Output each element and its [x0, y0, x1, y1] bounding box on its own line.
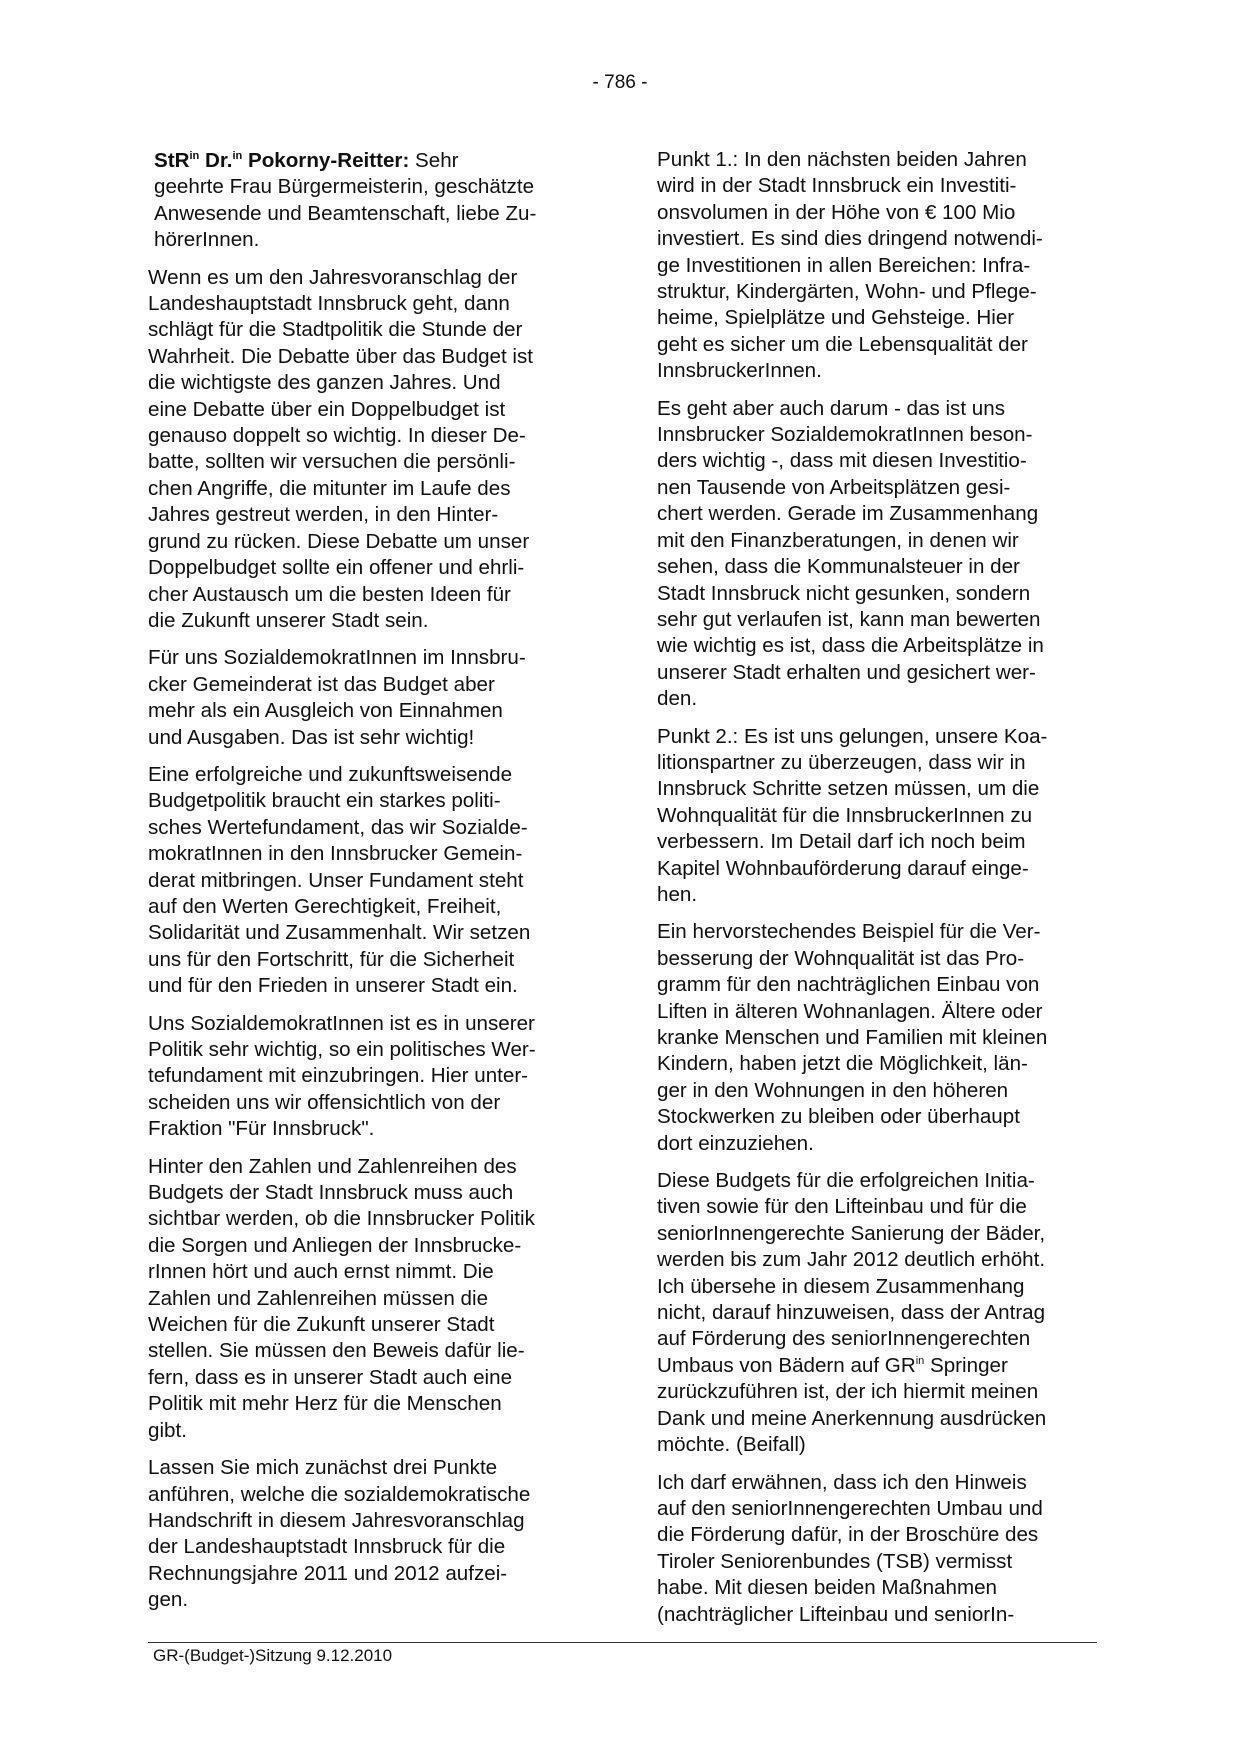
paragraph: Hinter den Zahlen und Zahlenreihen des Budgets der Stadt Innsbruck muss auch sichtbar werden, ob die Innsbrucker Politik die Sorgen und Anliegen der Innsbrucke- rInnen hört und auch ernst nimmt. Die Zahlen und Zahlenreihen müssen die Weichen für die Zukunft unserer Stadt stellen. Sie müssen den Beweis dafür lie- fern, dass es in unserer Stadt auch eine Politik mit mehr Herz für die Menschen gibt.: [148, 1154, 535, 1442]
paragraph: Eine erfolgreiche und zukunftsweisende Budgetpolitik braucht ein starkes politi- sches Wertefundament, das wir Sozialde- mokratInnen in den Innsbrucker Gemein- derat mitbringen. Unser Fundament steht auf den Werten Gerechtigkeit, Freiheit, Solidarität und Zusammenhalt. Wir setzen uns für den Fortschritt, für die Sicherheit und für den Frieden in unserer Stadt ein.: [148, 762, 531, 998]
speaker-title: StR: [154, 149, 190, 172]
paragraph: Uns SozialdemokratInnen ist es in unserer Politik sehr wichtig, so ein politisches Wer- tefundament mit einzubringen. Hier unter- scheiden uns wir offensichtlich von der Fraktion "Für Innsbruck".: [148, 1011, 536, 1141]
paragraph: Punkt 1.: In den nächsten beiden Jahren wird in der Stadt Innsbruck ein Investiti- onsvolumen in der Höhe von € 100 Mio investiert. Es sind dies dringend notwendi- ge Investitionen in allen Bereichen: Infra- struktur, Kindergärten, Wohn- und Pflege- heime, Spielplätze und Gehsteige. Hier geht es sicher um die Lebensqualität der InnsbruckerInnen.: [657, 148, 1043, 383]
paragraph: Punkt 2.: Es ist uns gelungen, unsere Koa- litionspartner zu überzeugen, dass wir in Innsbruck Schritte setzen müssen, um die Wohnqualität für die InnsbruckerInnen zu verbessern. Im Detail darf ich noch beim Kapitel Wohnbauförderung darauf einge- hen.: [657, 724, 1048, 906]
speaker-surname: Pokorny-Reitter:: [242, 149, 410, 172]
paragraph: Wenn es um den Jahresvoranschlag der Landeshauptstadt Innsbruck geht, dann schlägt für die Stadtpolitik die Stunde der Wahrheit. Die Debatte über das Budget ist die wichtigste des ganzen Jahres. Und eine Debatte über ein Doppelbudget ist genauso doppelt so wichtig. In dieser De- batte, sollten wir versuchen die persönli- chen Angriffe, die mitunter im Laufe des Jahres gestreut werden, in den Hinter- grund zu rücken. Diese Debatte um unser Doppelbudget sollte ein offener und ehrli- cher Austausch um die besten Ideen für die Zukunft unserer Stadt sein.: [148, 265, 534, 632]
speaker-degree: Dr.: [199, 149, 233, 172]
footer-text: GR-(Budget-)Sitzung 9.12.2010: [153, 1646, 393, 1665]
paragraph: Ich darf erwähnen, dass ich den Hinweis auf den seniorInnengerechten Umbau und die Förderung dafür, in der Broschüre des Tiroler Seniorenbundes (TSB) vermisst habe. Mit diesen beiden Maßnahmen (nachträglicher Lifteinbau und seniorIn-: [657, 1470, 1043, 1626]
budget-text-before: Diese Budgets für die erfolgreichen Initia- tiven sowie für den Lifteinbau und für die seniorInnengerechte Sanierung der Bäder, werden bis zum Jahr 2012 deutlich erhöht. Ich übersehe in diesem Zusammenhang nicht, darauf hinzuweisen, dass der Antrag auf Förderung des seniorInnengerechten Umbaus von Bädern auf GR: [657, 1169, 1046, 1377]
paragraph: Ein hervorstechendes Beispiel für die Ver- besserung der Wohnqualität ist das Pro- gramm für den nachträglichen Einbau von Liften in älteren Wohnanlagen. Ältere oder kranke Menschen und Familien mit kleinen Kindern, haben jetzt die Möglichkeit, län- ger in den Wohnungen in den höheren Stockwerken zu bleiben oder überhaupt dort einzuziehen.: [657, 920, 1048, 1155]
speaker-paragraph: [154, 148, 586, 254]
speaker-title-sup: in: [189, 150, 200, 162]
speaker-name: [154, 149, 409, 172]
paragraph: Für uns SozialdemokratInnen im Innsbru- cker Gemeinderat ist das Budget aber mehr als ein Ausgleich von Einnahmen und Ausgaben. Das ist sehr wichtig!: [148, 646, 526, 749]
left-column: [148, 148, 586, 1625]
speaker-degree-sup: in: [232, 150, 243, 162]
budget-text-sup: in: [915, 1354, 925, 1367]
budget-paragraph: [657, 1168, 1095, 1458]
speaker-opening-text: Sehr geehrte Frau Bürgermeisterin, geschätzte Anwesende und Beamtenschaft, liebe Zu- hörerInnen.: [154, 149, 537, 252]
paragraph: Es geht aber auch darum - das ist uns Innsbrucker SozialdemokratInnen beson- ders wichtig -, dass mit diesen Investitio- nen Tausende von Arbeitsplätzen gesi- chert werden. Gerade im Zusammenhang mit den Finanzberatungen, in denen wir sehen, dass die Kommunalsteuer in der Stadt Innsbruck nicht gesunken, sondern sehr gut verlaufen ist, kann man bewerten wie wichtig es ist, dass die Arbeitsplätze in unserer Stadt erhalten und gesichert wer- den.: [657, 396, 1044, 711]
footer-divider: [148, 1642, 1097, 1643]
budget-text-after: Springer zurückzuführen ist, der ich hiermit meinen Dank und meine Anerkennung ausdrücken möchte. (Beifall): [657, 1353, 1047, 1457]
right-column: [657, 147, 1095, 1639]
paragraph: Lassen Sie mich zunächst drei Punkte anführen, welche die sozialdemokratische Handschrift in diesem Jahresvoranschlag der Landeshauptstadt Innsbruck für die Rechnungsjahre 2011 und 2012 aufzei- gen.: [148, 1456, 531, 1612]
page-number: - 786 -: [592, 72, 648, 93]
